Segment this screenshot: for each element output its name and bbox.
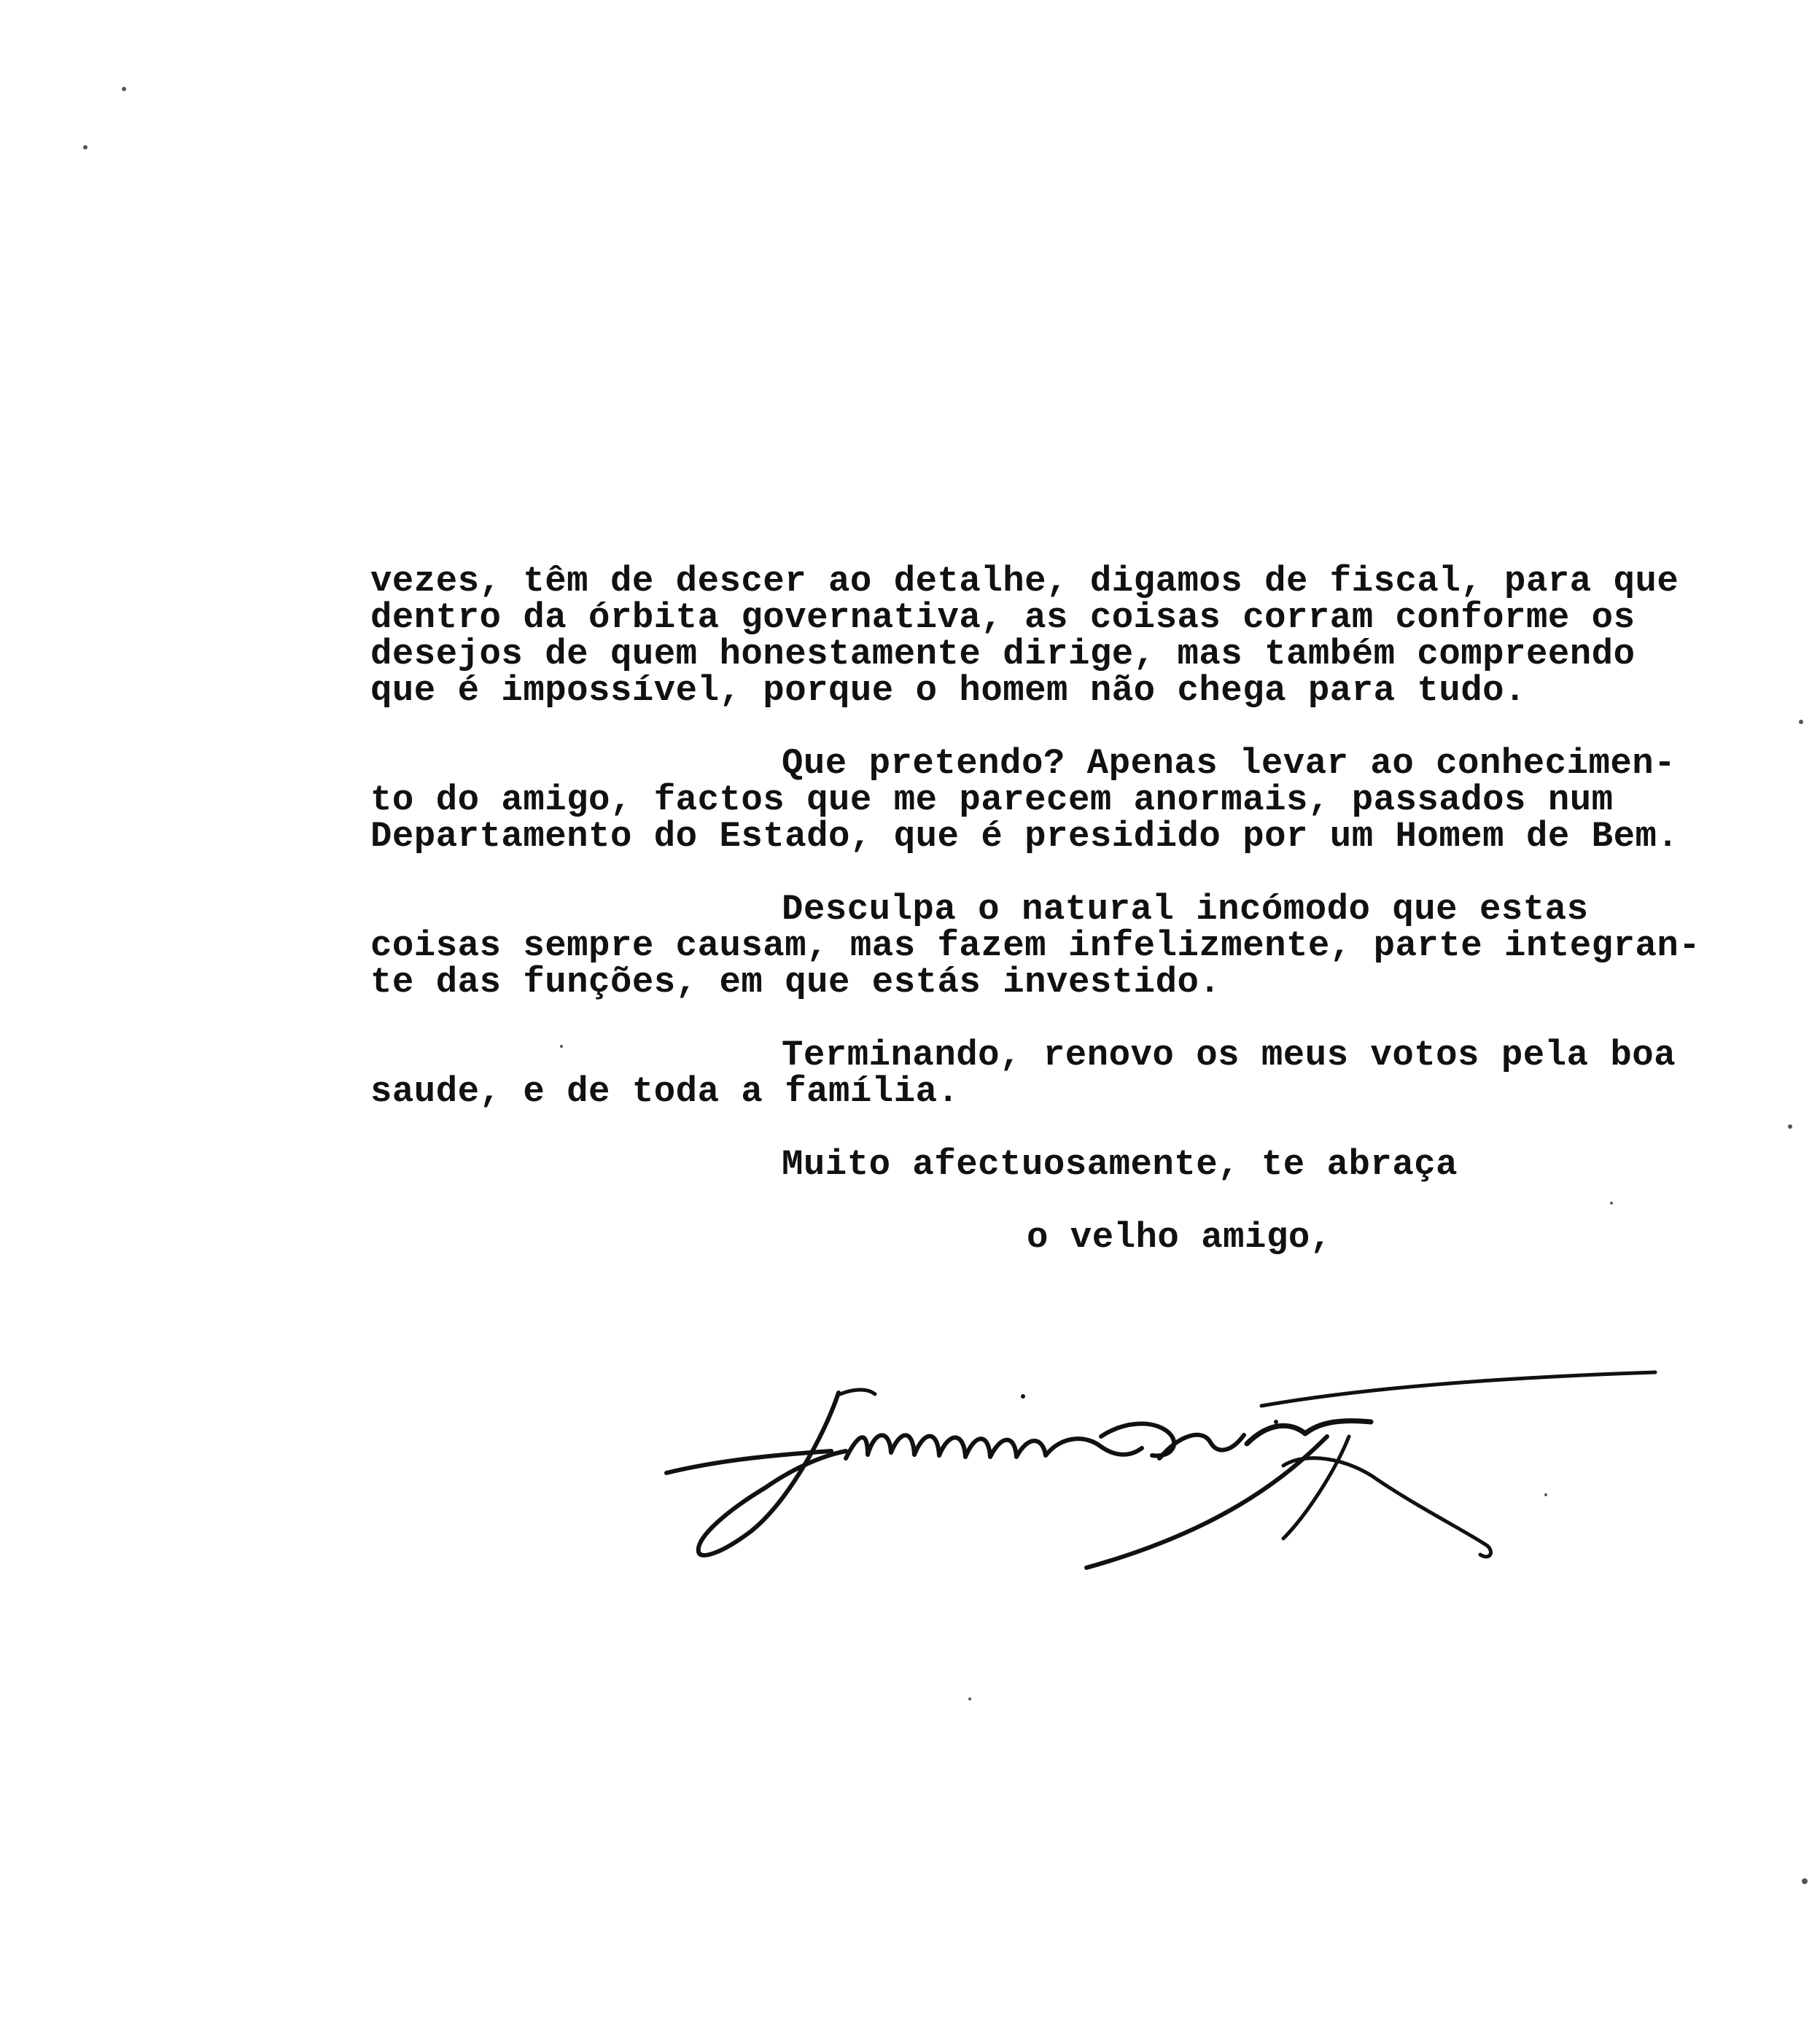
letter-body (370, 563, 1727, 1256)
paragraph-line: te das funções, em que estás investido. (370, 962, 1221, 1003)
closing-line: Muito afectuosamente, te abraça (782, 1144, 1458, 1185)
paragraph-line: Que pretendo? Apenas levar ao conhecimen- (782, 743, 1676, 784)
handwritten-signature-icon (649, 1312, 1670, 1590)
paragraph-4 (370, 1037, 1727, 1110)
paragraph-line: to do amigo, factos que me parecem anormais, passados num (370, 779, 1614, 820)
sign-off-line: o velho amigo, (1027, 1217, 1332, 1258)
paragraph-line: que é impossível, porque o homem não chega para tudo. (370, 670, 1526, 711)
paragraph-3 (370, 889, 1727, 1003)
paragraph-line: saude, e de toda a família. (370, 1071, 960, 1112)
paragraph-line: desejos de quem honestamente dirige, mas também compreendo (370, 634, 1636, 674)
paragraph-line: dentro da órbita governativa, as coisas corram conforme os (370, 597, 1636, 638)
paragraph-line: coisas sempre causam, mas fazem infelizmente, parte integran- (370, 925, 1701, 966)
paragraph-line: Desculpa o natural incómodo que estas (782, 889, 1589, 930)
paragraph-line: Terminando, renovo os meus votos pela boa (782, 1035, 1676, 1076)
paragraph-line: vezes, têm de descer ao detalhe, digamos de fiscal, para que (370, 561, 1679, 602)
paragraph-2 (370, 745, 1727, 855)
paragraph-line: Departamento do Estado, que é presidido por um Homem de Bem. (370, 816, 1679, 857)
paragraph-1 (370, 563, 1727, 709)
